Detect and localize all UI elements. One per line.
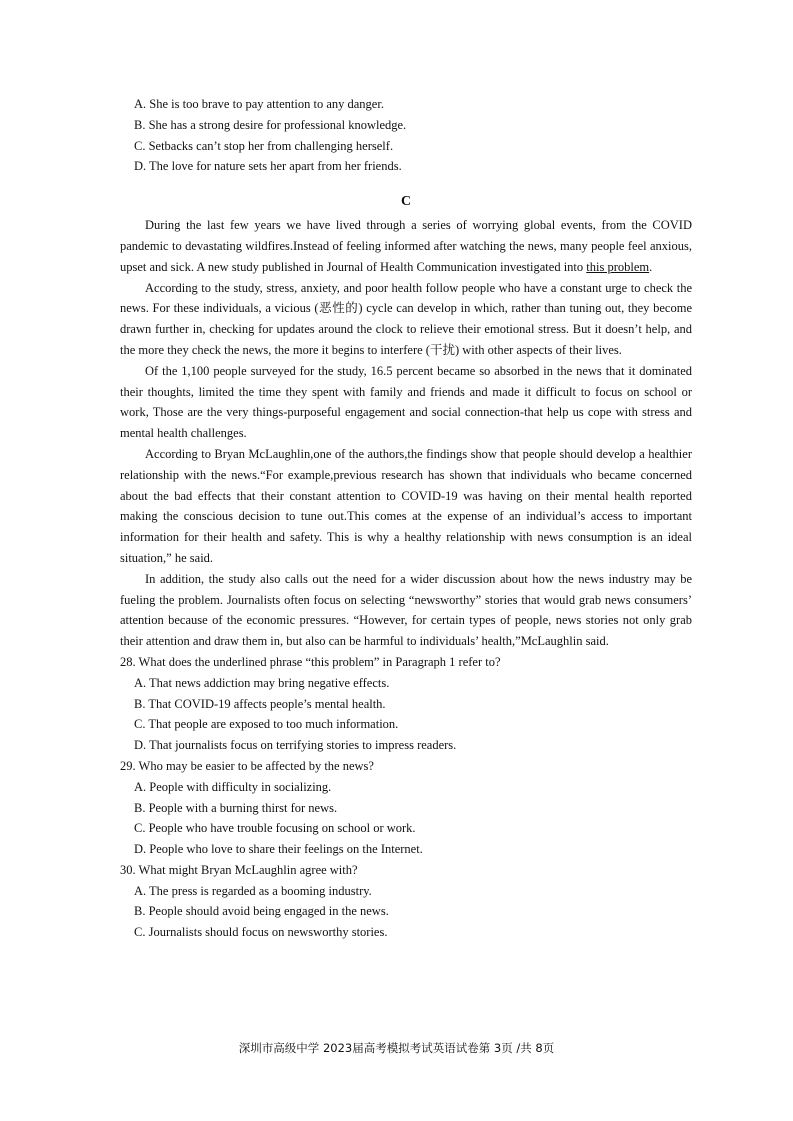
underlined-phrase: this problem	[586, 259, 650, 274]
paragraph-3: Of the 1,100 people surveyed for the study, 16.5 percent became so absorbed in the news that it dominated their thoughts, limited the time they spent with family and friends and made it difficult to focus on school or work, Those are the very things-purposeful engagement and social connection-that help us cope with stress and mental health challenges.	[120, 363, 692, 441]
paragraph-1-end: .	[649, 259, 653, 274]
paragraph-1-text: During the last few years we have lived through a series of worrying global events, from the COVID pandemic to devastating wildfires.Instead of feeling informed after watching the news, many people feel anxious, upset and sick. A new study published in Journal of Health Communication investigated into	[120, 218, 692, 274]
option-b: B. People should avoid being engaged in the news.	[134, 904, 389, 919]
paragraph-1	[120, 215, 692, 277]
option-a: A. The press is regarded as a booming industry.	[134, 883, 372, 898]
question-30	[120, 860, 692, 943]
option-a: A. That news addiction may bring negative effects.	[134, 675, 390, 690]
option-d: D. People who love to share their feelings on the Internet.	[134, 842, 423, 857]
previous-question-options	[120, 94, 692, 177]
question-stem: 28. What does the underlined phrase “this problem” in Paragraph 1 refer to?	[120, 654, 501, 669]
paragraph-5: In addition, the study also calls out the need for a wider discussion about how the news industry may be fueling the problem. Journalists often focus on selecting “newsworthy” stories that would grab news consumers’ attention because of the economic pressures. “However, for certain types of people, news stories not only grab their attention and draw them in, but also can be harmful to individuals’ health,”McLaughlin said.	[120, 571, 692, 649]
question-stem: 30. What might Bryan McLaughlin agree with?	[120, 862, 358, 877]
option-d: D. The love for nature sets her apart from her friends.	[134, 159, 402, 174]
option-c: C. Journalists should focus on newsworthy stories.	[134, 925, 388, 940]
paragraph-2: According to the study, stress, anxiety, and poor health follow people who have a constant urge to check the news. For these individuals, a vicious (恶性的) cycle can develop in which, rather than tuning out, they become drawn further in, checking for updates around the clock to relieve their emotional stress. But it doesn’t help, and the more they check the news, the more it begins to interfere (干扰) with other aspects of their lives.	[120, 280, 692, 357]
option-a: A. She is too brave to pay attention to any danger.	[134, 97, 384, 111]
option-a: A. People with difficulty in socializing.	[134, 779, 332, 794]
option-d: D. That journalists focus on terrifying stories to impress readers.	[134, 738, 457, 753]
option-c: C. Setbacks can’t stop her from challenging herself.	[134, 138, 394, 153]
page-footer: 深圳市高级中学 2023届高考模拟考试英语试卷第 3页 /共 8页	[238, 1041, 555, 1055]
option-c: C. People who have trouble focusing on school or work.	[134, 821, 416, 836]
paragraph-4: According to Bryan McLaughlin,one of the authors,the findings show that people should develop a healthier relationship with the news.“For example,previous research has shown that individuals who became concerned about the bad effects that their constant attention to COVID-19 was having on their mental health reported making the conscious decision to tune out.This comes at the expense of an individual’s access to important information for their health and safety. This is why a healthy relationship with news consumption is an ideal situation,” he said.	[120, 446, 692, 565]
option-b: B. She has a strong desire for professional knowledge.	[134, 117, 407, 132]
page-content	[120, 94, 692, 943]
option-b: B. That COVID-19 affects people’s mental health.	[134, 696, 386, 711]
section-title: C	[400, 194, 412, 210]
question-stem: 29. Who may be easier to be affected by the news?	[120, 758, 374, 773]
passage	[120, 215, 692, 652]
option-b: B. People with a burning thirst for news.	[134, 800, 338, 815]
question-28	[120, 652, 692, 756]
question-29	[120, 756, 692, 860]
option-c: C. That people are exposed to too much information.	[134, 717, 399, 732]
